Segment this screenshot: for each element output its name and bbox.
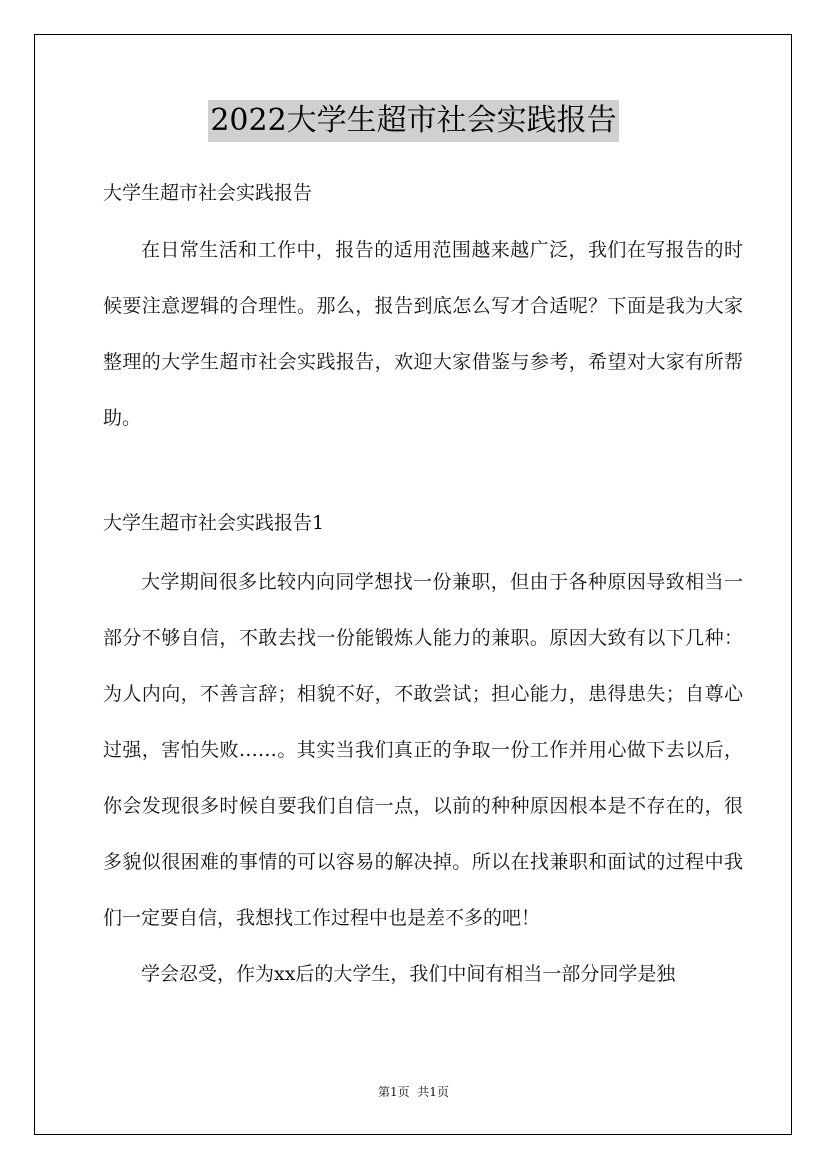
document-title: 2022大学生超市社会实践报告 [208, 100, 618, 142]
document-body [103, 168, 743, 1002]
section-paragraph-continued: 学会忍受，作为xx后的大学生，我们中间有相当一部分同学是独 [141, 963, 676, 985]
section-paragraph: 大学期间很多比较内向同学想找一份兼职，但由于各种原因导致相当一部分不够自信，不敢去找一份能锻炼人能力的兼职。原因大致有以下几种：为人内向，不善言辞；相貌不好，不敢尝试；担心能力，患得患失；自尊心过强，害怕失败……。其实当我们真正的争取一份工作并用心做下去以后，你会发现很多时候自要我们自信一点，以前的种种原因根本是不存在的，很多貌似很困难的事情的可以容易的解决掉。所以在找兼职和面试的过程中我们一定要自信，我想找工作过程中也是差不多的吧！ [103, 571, 743, 929]
section-heading: 大学生超市社会实践报告1 [103, 512, 325, 534]
intro-paragraph: 在日常生活和工作中，报告的适用范围越来越广泛，我们在写报告的时候要注意逻辑的合理性。那么，报告到底怎么写才合适呢？下面是我为大家整理的大学生超市社会实践报告，欢迎大家借鉴与参考，希望对大家有所帮助。 [103, 239, 743, 429]
document-subtitle: 大学生超市社会实践报告 [103, 182, 313, 204]
page-footer [0, 1084, 827, 1100]
title-container [0, 100, 827, 142]
page-number: 第1页 共1页 [378, 1085, 449, 1099]
